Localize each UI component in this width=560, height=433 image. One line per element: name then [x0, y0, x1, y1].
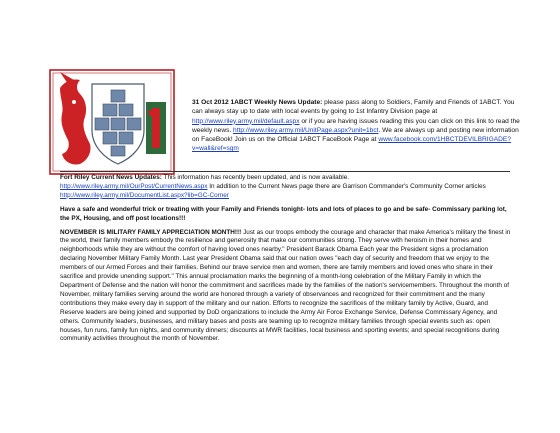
halloween-paragraph: Have a safe and wonderful trick or treating with your Family and Friends tonight- lots and lots of places to go and be safe- Commissary parking lot, the PX, Housing, and off post locations!!! [60, 205, 507, 222]
family-month-heading: NOVEMBER IS MILITARY FAMILY APPRECIATION MONTH!!! [60, 228, 242, 236]
main-body [60, 174, 512, 344]
unit-page-link[interactable]: http://www.riley.army.mil/UnitPage.aspx?unit=1bct [233, 126, 379, 134]
section-divider [60, 171, 510, 172]
facebook-link[interactable]: www.facebook.com/1HBCTDEVILBRIGADE?v=wall&ref=sgm [192, 136, 511, 153]
weekly-update-heading: 31 Oct 2012 1ABCT Weekly News Update: [192, 99, 323, 106]
weekly-update-paragraph: 31 Oct 2012 1ABCT Weekly News Update: please pass along to Soldiers, Family and Friends of 1ABCT. You can always stay up to date with local events by going to 1st Infantry Division page at http://www.riley.army.mil/default.aspx or if you are having issues reading this you can click on this link to read the weekly news. http://www.riley.army.mil/UnitPage.aspx?unit=1bct. We are always up and posting new information on FaceBook! Join us on the Official 1ABCT FaceBook Page at www.facebook.com/1HBCTDEVILBRIGADE?v=wall&ref=sgm [192, 99, 520, 153]
current-news-link[interactable]: http://www.riley.army.mil/OurPost/CurrentNews.aspx [60, 182, 208, 190]
devil-brigade-crest-icon [46, 66, 178, 178]
fort-riley-heading: Fort Riley Current News Updates: [60, 174, 162, 181]
gc-corner-link[interactable]: http://www.riley.army.mil/DocumentList.aspx?lib=GC-Corner [60, 191, 229, 199]
fort-riley-paragraph: Fort Riley Current News Updates: This information has recently been updated, and is now available. http://www.riley.army.mil/OurPost/CurrentNews.aspx In addition to the Current News page there are Garrison Commander's Community Corner articles http://www.riley.army.mil/DocumentList.aspx?lib=GC-Corner [60, 174, 486, 199]
devil-eye [72, 100, 76, 104]
family-month-paragraph: NOVEMBER IS MILITARY FAMILY APPRECIATION MONTH!!! Just as our troops embody the courage and character that make America's military the finest in the world, their family members embody the resilience and generosity that make our communities strong. They serve with heroism in their homes and neighborhoods while they are without the comfort of having loved ones nearby." President Barack Obama Each year the President signs a proclamation declaring November Military Family Month. Last year President Obama said that our nation owes "each day of security and freedom that we enjoy to the members of our Armed Forces and their families. Behind our brave service men and women, there are family members and loved ones who share in their sacrifice and provide unending support." This annual proclamation marks the beginning of a month-long celebration of the Military Family in which the Department of Defense and the nation will honor the commitment and sacrifices made by the families of the nation's servicemembers. Throughout the month of November, military families serving around the world are honored through a variety of observances and recognized for their commitment and the many contributions they make every day in support of the military and our nation. Efforts to recognize the sacrifices of the military family by Active, Guard, and Reserve leaders are being joined and supported by DoD organizations to include the Army Air Force Exchange Service, Defense Commissary Agency, and others. Community leaders, businesses, and military bases and posts are teaming up to recognize military families through special events such as: open houses, fun runs, family fun nights, and community dinners; discounts at MWR facilities, local business and sporting events; and special recognitions during community activities throughout the month of November. [60, 228, 511, 343]
riley-default-link[interactable]: http://www.riley.army.mil/default.aspx [192, 117, 300, 125]
